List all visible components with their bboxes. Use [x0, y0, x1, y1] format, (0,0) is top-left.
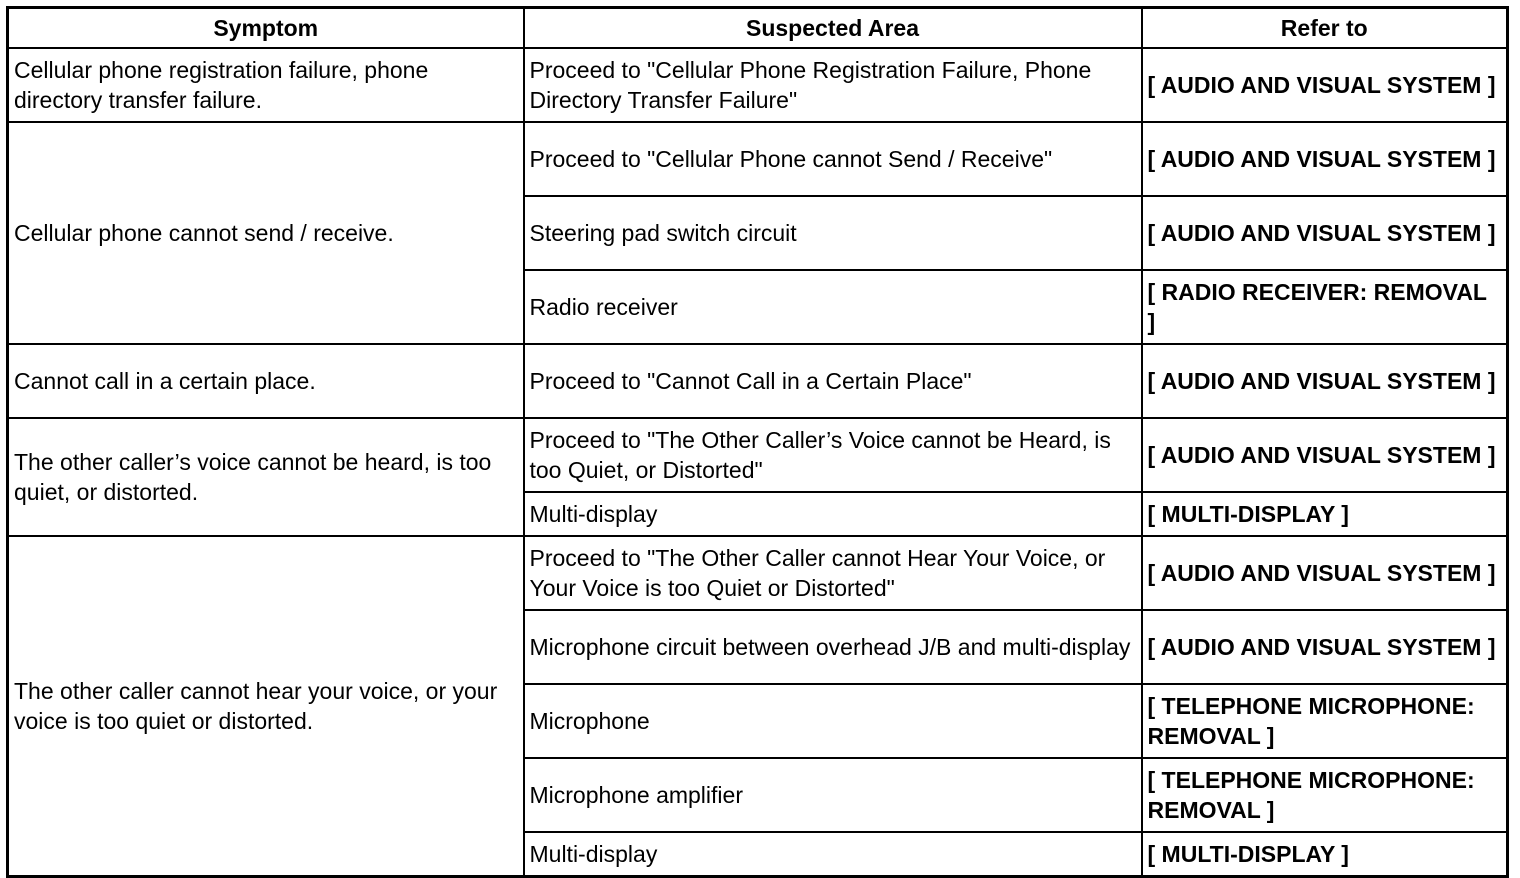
symptom-cell: The other caller cannot hear your voice, or your voice is too quiet or distorted. — [8, 536, 524, 877]
suspected-area-cell: Proceed to "The Other Caller’s Voice cannot be Heard, is too Quiet, or Distorted" — [524, 418, 1142, 492]
table-row — [8, 122, 1508, 196]
suspected-area-cell: Microphone circuit between overhead J/B and multi-display — [524, 610, 1142, 684]
refer-to-cell: [ AUDIO AND VISUAL SYSTEM ] — [1142, 122, 1508, 196]
header-symptom: Symptom — [8, 8, 524, 49]
table-row — [8, 536, 1508, 610]
suspected-area-cell: Multi-display — [524, 492, 1142, 536]
symptom-cell: Cellular phone registration failure, phone directory transfer failure. — [8, 48, 524, 122]
table-row — [8, 344, 1508, 418]
refer-to-cell: [ AUDIO AND VISUAL SYSTEM ] — [1142, 418, 1508, 492]
refer-to-cell: [ TELEPHONE MICROPHONE: REMOVAL ] — [1142, 684, 1508, 758]
refer-to-cell: [ MULTI-DISPLAY ] — [1142, 832, 1508, 877]
suspected-area-cell: Proceed to "Cannot Call in a Certain Place" — [524, 344, 1142, 418]
table-row — [8, 48, 1508, 122]
suspected-area-cell: Microphone — [524, 684, 1142, 758]
suspected-area-cell: Microphone amplifier — [524, 758, 1142, 832]
refer-to-cell: [ AUDIO AND VISUAL SYSTEM ] — [1142, 196, 1508, 270]
refer-to-cell: [ MULTI-DISPLAY ] — [1142, 492, 1508, 536]
symptom-cell: Cannot call in a certain place. — [8, 344, 524, 418]
refer-to-cell: [ AUDIO AND VISUAL SYSTEM ] — [1142, 48, 1508, 122]
refer-to-cell: [ AUDIO AND VISUAL SYSTEM ] — [1142, 344, 1508, 418]
suspected-area-cell: Multi-display — [524, 832, 1142, 877]
symptom-cell: Cellular phone cannot send / receive. — [8, 122, 524, 344]
symptom-table — [6, 6, 1509, 878]
symptom-cell: The other caller’s voice cannot be heard, is too quiet, or distorted. — [8, 418, 524, 536]
header-row — [8, 8, 1508, 49]
header-suspected-area: Suspected Area — [524, 8, 1142, 49]
suspected-area-cell: Proceed to "The Other Caller cannot Hear Your Voice, or Your Voice is too Quiet or Distorted" — [524, 536, 1142, 610]
refer-to-cell: [ RADIO RECEIVER: REMOVAL ] — [1142, 270, 1508, 344]
suspected-area-cell: Radio receiver — [524, 270, 1142, 344]
refer-to-cell: [ TELEPHONE MICROPHONE: REMOVAL ] — [1142, 758, 1508, 832]
header-refer-to: Refer to — [1142, 8, 1508, 49]
table-row — [8, 418, 1508, 492]
suspected-area-cell: Steering pad switch circuit — [524, 196, 1142, 270]
refer-to-cell: [ AUDIO AND VISUAL SYSTEM ] — [1142, 610, 1508, 684]
refer-to-cell: [ AUDIO AND VISUAL SYSTEM ] — [1142, 536, 1508, 610]
suspected-area-cell: Proceed to "Cellular Phone Registration Failure, Phone Directory Transfer Failure" — [524, 48, 1142, 122]
suspected-area-cell: Proceed to "Cellular Phone cannot Send / Receive" — [524, 122, 1142, 196]
